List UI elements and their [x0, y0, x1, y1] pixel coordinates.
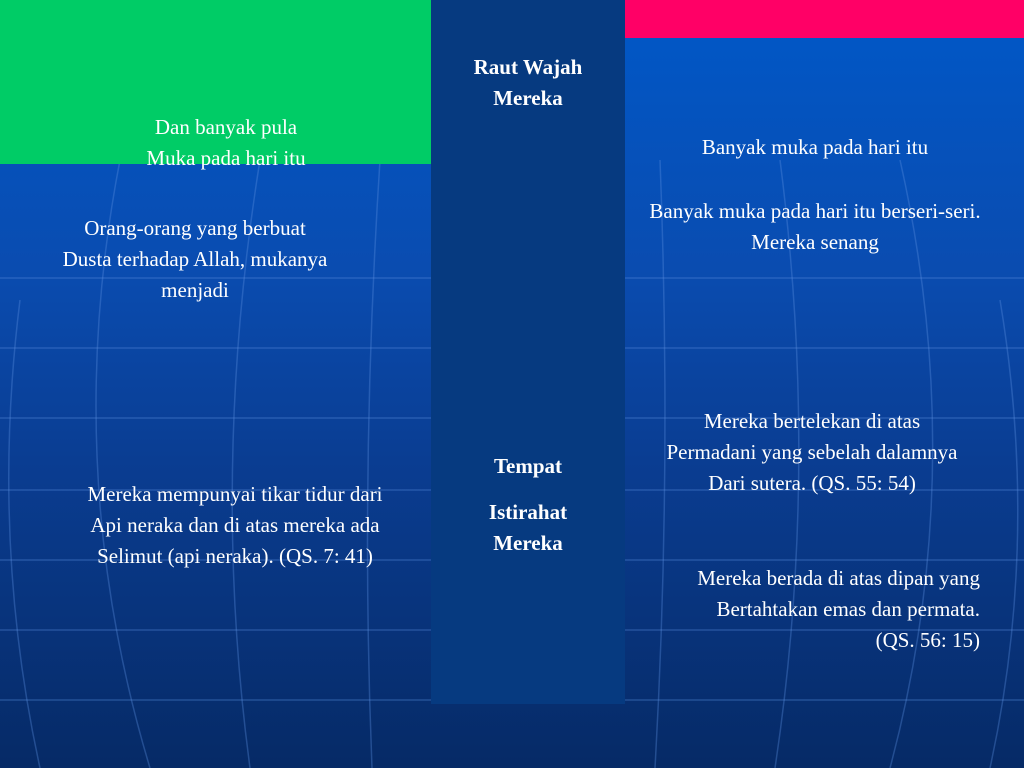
left-intro-text: Dan banyak pula Muka pada hari itu — [146, 115, 306, 170]
pink-header-bar — [625, 0, 1024, 38]
right-intro-text: Banyak muka pada hari itu — [701, 135, 929, 159]
left-faces-text: Orang-orang yang berbuat Dusta terhadap Allah, mukanya menjadi — [62, 216, 328, 302]
heading-raut-wajah: Raut Wajah Mereka — [473, 55, 583, 110]
heading-istirahat: Istirahat Mereka — [488, 500, 568, 555]
heading-tempat: Tempat — [493, 454, 563, 478]
left-place-text: Mereka mempunyai tikar tidur dari Api neraka dan di atas mereka ada Selimut (api neraka). (QS. 7: 41) — [87, 482, 383, 568]
right-place2-text: Mereka berada di atas dipan yang Bertahtakan emas dan permata. (QS. 56: 15) — [697, 566, 980, 652]
right-place1-text: Mereka bertelekan di atas Permadani yang sebelah dalamnya Dari sutera. (QS. 55: 54) — [666, 409, 958, 495]
right-faces-text: Banyak muka pada hari itu berseri-seri. Mereka senang — [649, 199, 981, 254]
